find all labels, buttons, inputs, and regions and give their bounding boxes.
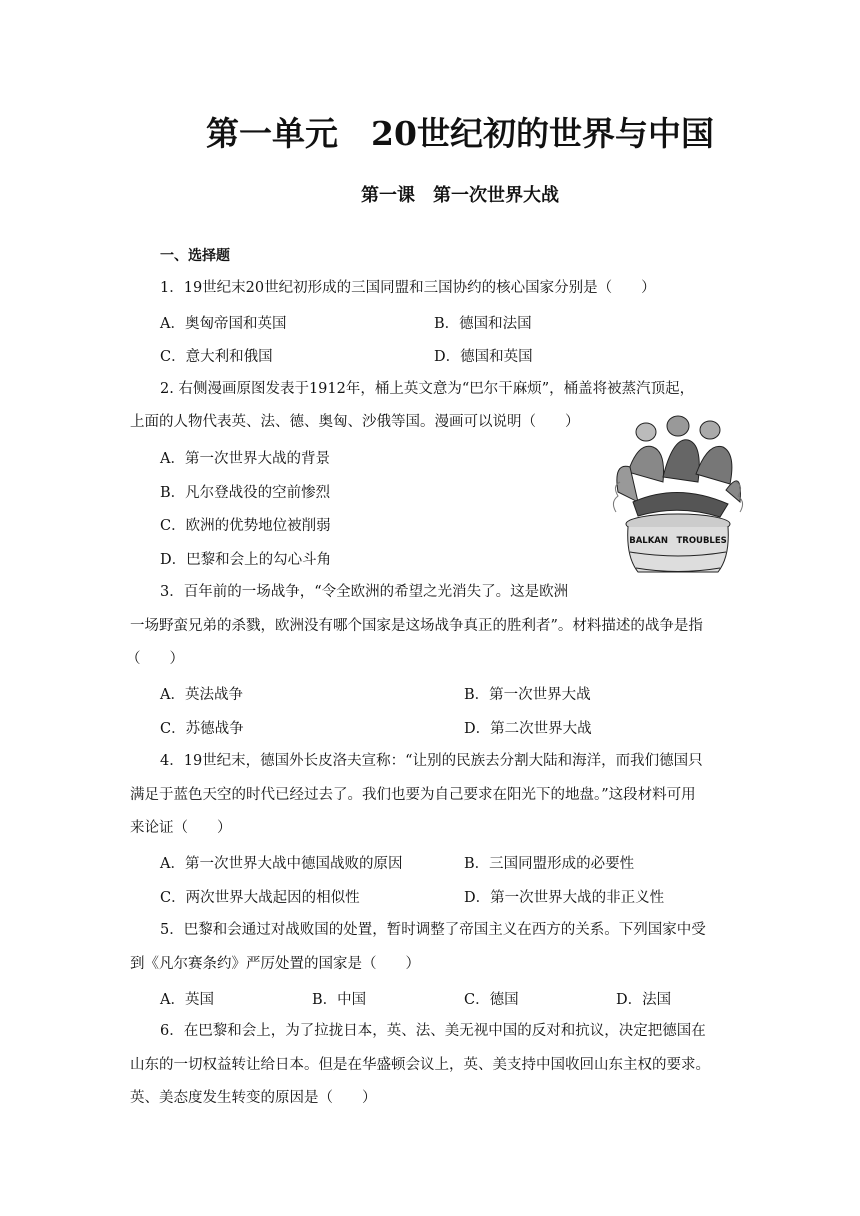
question-4-stem-line-1: 4．19世纪末，德国外长皮洛夫宣称：“让别的民族去分割大陆和海洋，而我们德国只 — [160, 753, 703, 769]
question-3-option-d: D．第二次世界大战 — [464, 721, 592, 737]
question-4-option-b: B．三国同盟形成的必要性 — [464, 856, 635, 872]
question-1-option-c: C．意大利和俄国 — [160, 349, 273, 365]
question-4-stem-line-3: 来论证（ ） — [130, 820, 232, 836]
question-1-stem: 1．19世纪末20世纪初形成的三国同盟和三国协约的核心国家分别是（ ） — [160, 280, 656, 296]
cartoon-caption: BALKAN TROUBLES — [629, 536, 727, 546]
question-2-option-b: B．凡尔登战役的空前惨烈 — [160, 485, 331, 501]
question-3-stem-line-1: 3．百年前的一场战争，“令全欧洲的希望之光消失了。这是欧洲 — [160, 584, 569, 600]
question-4-option-a: A．第一次世界大战中德国战败的原因 — [160, 856, 403, 872]
question-2-stem-line-2: 上面的人物代表英、法、德、奥匈、沙俄等国。漫画可以说明（ ） — [130, 414, 580, 430]
question-1-option-a: A．奥匈帝国和英国 — [160, 316, 287, 332]
question-3-option-c: C．苏德战争 — [160, 721, 244, 737]
question-5-stem-line-2: 到《凡尔赛条约》严厉处置的国家是（ ） — [130, 956, 420, 972]
question-2-option-d: D．巴黎和会上的勾心斗角 — [160, 552, 332, 568]
question-2-stem-line-1: 2. 右侧漫画原图发表于1912年，桶上英文意为“巴尔干麻烦”，桶盖将被蒸汽顶起， — [160, 381, 695, 397]
question-4-option-c: C．两次世界大战起因的相似性 — [160, 890, 360, 906]
question-6-stem-line-2: 山东的一切权益转让给日本。但是在华盛顿会议上，英、美支持中国收回山东主权的要求。 — [130, 1057, 710, 1073]
question-5-option-c: C．德国 — [464, 992, 519, 1008]
question-3-option-b: B．第一次世界大战 — [464, 687, 591, 703]
question-2-option-c: C．欧洲的优势地位被削弱 — [160, 518, 331, 534]
question-3-stem-line-2: 一场野蛮兄弟的杀戮，欧洲没有哪个国家是这场战争真正的胜利者”。材料描述的战争是指 — [130, 618, 703, 634]
question-5-option-a: A．英国 — [160, 992, 214, 1008]
lesson-title: 第一课 第一次世界大战 — [361, 185, 559, 206]
balkan-troubles-cartoon — [608, 412, 748, 582]
unit-title: 第一单元 20世纪初的世界与中国 — [206, 114, 714, 153]
question-5-option-b: B．中国 — [312, 992, 367, 1008]
section-heading: 一、选择题 — [160, 248, 230, 264]
question-3-stem-line-3: （ ） — [126, 651, 184, 667]
question-6-stem-line-1: 6．在巴黎和会上，为了拉拢日本，英、法、美无视中国的反对和抗议，决定把德国在 — [160, 1023, 706, 1039]
question-5-stem-line-1: 5．巴黎和会通过对战败国的处置，暂时调整了帝国主义在西方的关系。下列国家中受 — [160, 922, 706, 938]
question-1-option-d: D．德国和英国 — [434, 349, 533, 365]
question-1-option-b: B．德国和法国 — [434, 316, 532, 332]
question-2-option-a: A．第一次世界大战的背景 — [160, 451, 330, 467]
question-3-option-a: A．英法战争 — [160, 687, 243, 703]
question-5-option-d: D．法国 — [616, 992, 672, 1008]
question-4-stem-line-2: 满足于蓝色天空的时代已经过去了。我们也要为自己要求在阳光下的地盘。”这段材料可用 — [130, 787, 696, 803]
question-4-option-d: D．第一次世界大战的非正义性 — [464, 890, 665, 906]
question-6-stem-line-3: 英、美态度发生转变的原因是（ ） — [130, 1090, 377, 1106]
